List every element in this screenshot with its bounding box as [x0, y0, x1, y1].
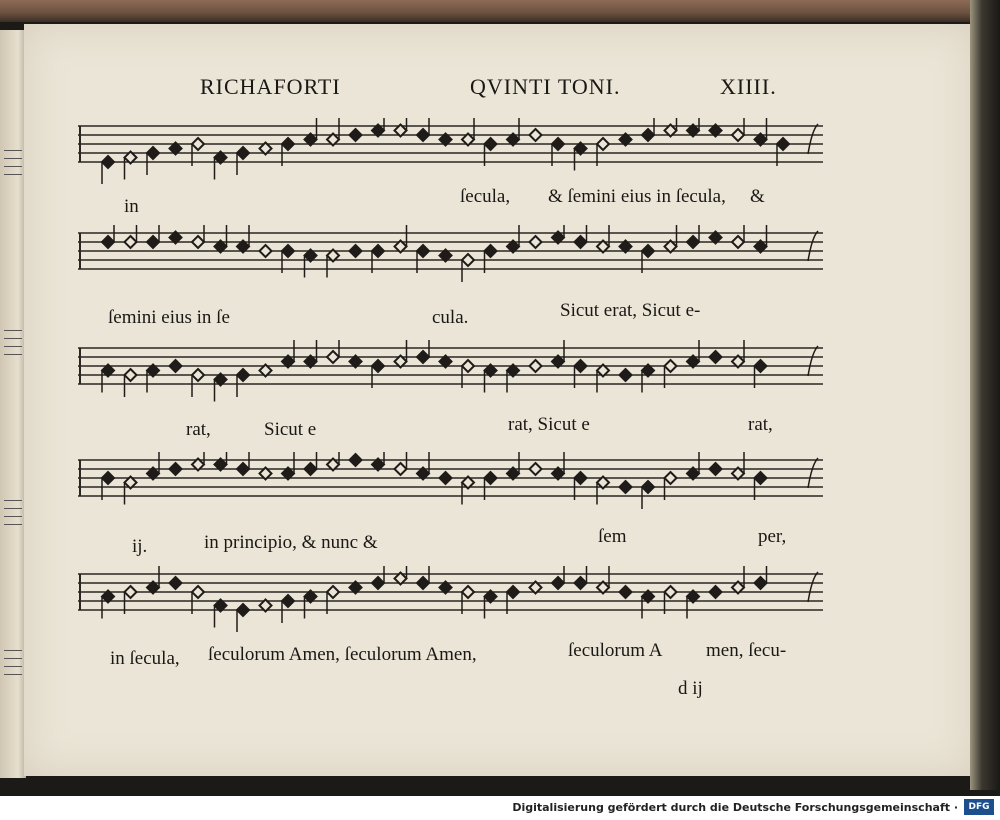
note-head	[575, 236, 587, 248]
note-head	[710, 586, 722, 598]
note-head	[372, 245, 384, 257]
music-staff-4	[78, 452, 823, 522]
note-head	[732, 129, 744, 141]
note-head	[485, 138, 497, 150]
music-staff-5	[78, 566, 823, 636]
custos-mark	[808, 346, 818, 376]
note-head	[440, 472, 452, 484]
lyric-text: ij.	[132, 536, 148, 557]
note-head	[170, 577, 182, 589]
book-top-edge	[0, 0, 1000, 22]
lyric-text: men, ſecu-	[706, 640, 787, 661]
note-head	[687, 236, 699, 248]
lyric-text: rat,	[186, 419, 211, 440]
note-head	[350, 454, 362, 466]
note-head	[125, 369, 137, 381]
note-head	[620, 369, 632, 381]
note-head	[417, 245, 429, 257]
note-head	[575, 472, 587, 484]
note-head	[755, 472, 767, 484]
note-head	[642, 245, 654, 257]
note-head	[665, 360, 677, 372]
funding-credit: Digitalisierung gefördert durch die Deutsche Forschungsgemeinschaft ·	[512, 801, 958, 814]
lyric-text: ſemini eius in ſe	[108, 307, 230, 328]
note-head	[147, 147, 159, 159]
note-head	[462, 254, 474, 266]
note-head	[462, 586, 474, 598]
dfg-logo: DFG	[964, 799, 994, 815]
note-head	[327, 351, 339, 363]
note-head	[417, 577, 429, 589]
note-head	[147, 236, 159, 248]
note-head	[237, 369, 249, 381]
note-head	[485, 245, 497, 257]
note-head	[777, 138, 789, 150]
note-head	[620, 481, 632, 493]
mode-header: QVINTI TONI.	[470, 74, 621, 99]
note-head	[350, 245, 362, 257]
note-head	[282, 138, 294, 150]
lyric-text: rat,	[748, 414, 773, 435]
note-head	[102, 236, 114, 248]
note-head	[350, 129, 362, 141]
note-head	[575, 577, 587, 589]
lyric-text: rat, Sicut e	[508, 414, 590, 435]
note-head	[552, 138, 564, 150]
lyric-text: in ſecula,	[110, 648, 180, 669]
lyric-text: ſeculorum Amen, ſeculorum Amen,	[208, 644, 477, 665]
note-head	[102, 156, 114, 168]
music-staff-2	[78, 225, 823, 295]
note-head	[305, 463, 317, 475]
note-head	[192, 369, 204, 381]
note-head	[597, 138, 609, 150]
note-head	[462, 360, 474, 372]
note-head	[710, 463, 722, 475]
note-head	[282, 595, 294, 607]
note-head	[755, 577, 767, 589]
book-right-edge	[970, 0, 1000, 790]
custos-mark	[808, 231, 818, 261]
lyric-text: ſem	[598, 526, 627, 547]
note-head	[732, 236, 744, 248]
note-head	[485, 472, 497, 484]
lyric-text: in	[124, 196, 139, 217]
custos-mark	[808, 572, 818, 602]
note-head	[192, 586, 204, 598]
note-head	[192, 138, 204, 150]
note-head	[417, 351, 429, 363]
note-head	[372, 577, 384, 589]
note-head	[102, 472, 114, 484]
lyric-text: in principio, & nunc &	[204, 532, 378, 553]
digitization-footer	[0, 796, 1000, 820]
note-head	[260, 245, 272, 257]
note-head	[237, 604, 249, 616]
note-head	[530, 236, 542, 248]
note-head	[170, 463, 182, 475]
note-head	[395, 463, 407, 475]
note-head	[642, 129, 654, 141]
composer-header: RICHAFORTI	[200, 74, 341, 99]
note-head	[237, 463, 249, 475]
lyric-text: cula.	[432, 307, 469, 328]
note-head	[530, 463, 542, 475]
folio-number: XIIII.	[720, 74, 777, 99]
note-head	[620, 586, 632, 598]
note-head	[417, 129, 429, 141]
lyric-text: &	[750, 186, 765, 207]
note-head	[665, 472, 677, 484]
note-head	[170, 360, 182, 372]
note-head	[710, 351, 722, 363]
note-head	[552, 577, 564, 589]
music-staff-1	[78, 118, 823, 188]
note-head	[530, 360, 542, 372]
note-head	[642, 481, 654, 493]
lyric-text: ſeculorum A	[568, 640, 663, 661]
lyric-text: ſecula,	[460, 186, 511, 207]
note-head	[125, 236, 137, 248]
note-head	[125, 586, 137, 598]
lyric-text: d ij	[678, 678, 703, 699]
note-head	[327, 586, 339, 598]
note-head	[192, 236, 204, 248]
music-staff-3	[78, 340, 823, 410]
note-head	[530, 129, 542, 141]
note-head	[575, 360, 587, 372]
note-head	[755, 360, 767, 372]
lyric-text: Sicut e	[264, 419, 317, 440]
custos-mark	[808, 458, 818, 488]
note-head	[507, 586, 519, 598]
custos-mark	[808, 124, 818, 154]
note-head	[237, 147, 249, 159]
note-head	[665, 586, 677, 598]
lyric-text: per,	[758, 526, 787, 547]
lyric-text: & ſemini eius in ſecula,	[548, 186, 726, 207]
facing-page-edge	[0, 30, 26, 778]
note-head	[372, 360, 384, 372]
lyric-text: Sicut erat, Sicut e-	[560, 300, 701, 321]
note-head	[282, 245, 294, 257]
